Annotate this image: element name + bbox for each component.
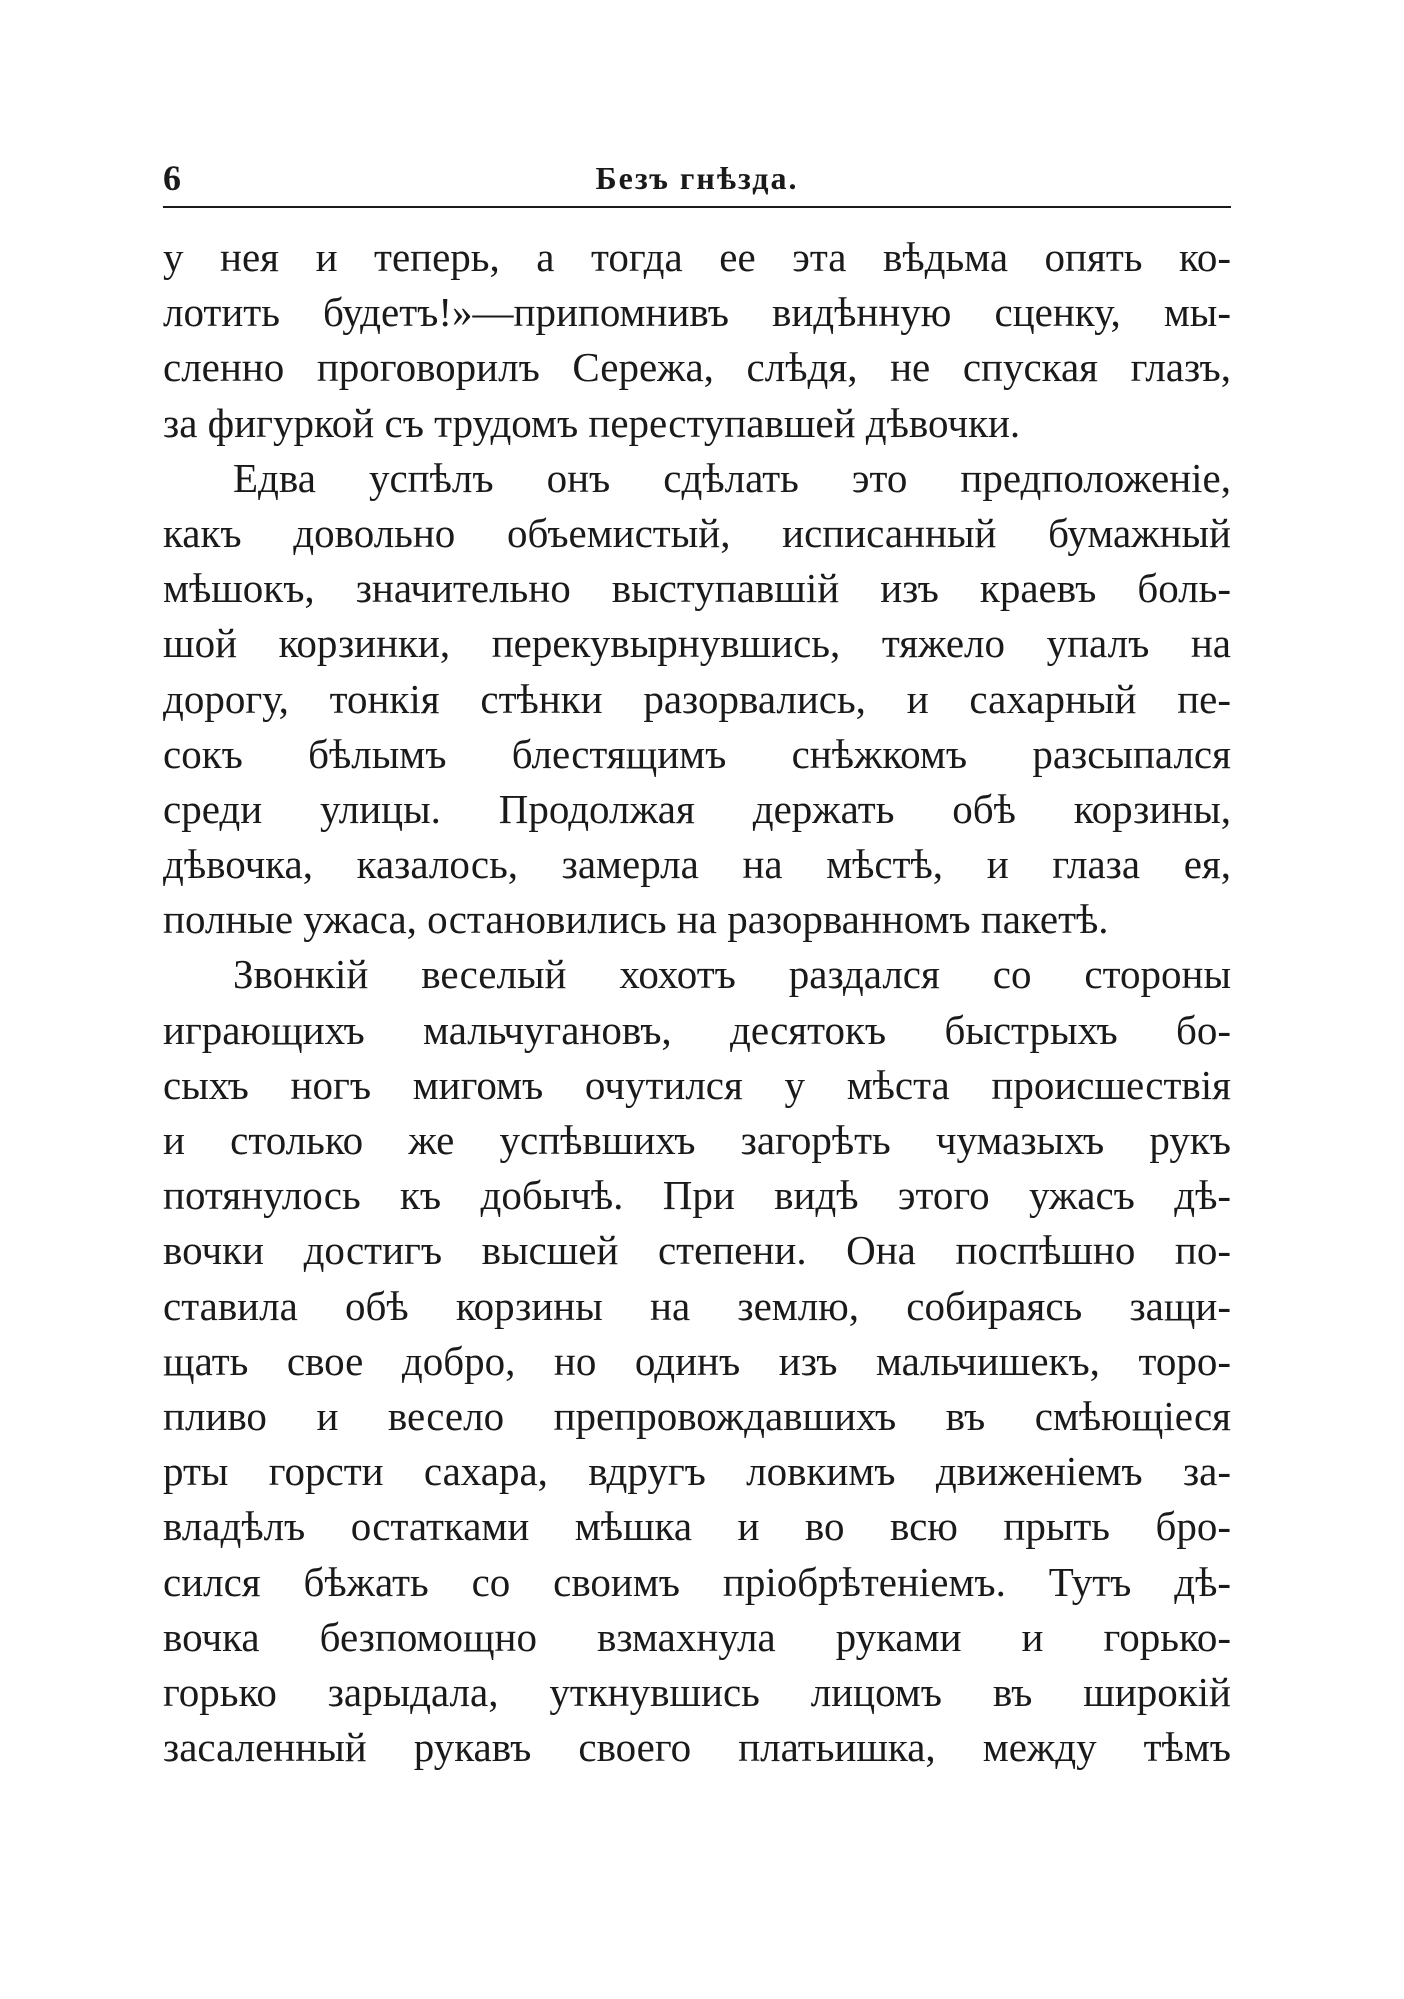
text-line: горько зарыдала, уткнувшись лицомъ въ широкій: [163, 1668, 1231, 1715]
text-line: сленно проговорилъ Сережа, слѣдя, не спуская глазъ,: [163, 344, 1231, 391]
text-line: щать свое добро, но одинъ изъ мальчишекъ, торо-: [163, 1337, 1231, 1384]
text-line: лотить будетъ!»—припомнивъ видѣнную сценку, мы-: [163, 289, 1231, 336]
text-line: владѣлъ остатками мѣшка и во всю прыть бро-: [163, 1503, 1231, 1550]
text-line: у нея и теперь, а тогда ее эта вѣдьма опять ко-: [163, 234, 1231, 280]
paragraph-first-line: Едва успѣлъ онъ сдѣлать это предположеніе,: [233, 454, 1231, 501]
text-line: играющихъ мальчугановъ, десятокъ быстрыхъ бо-: [163, 1006, 1231, 1053]
body-text: [163, 230, 1231, 1775]
text-line: шой корзинки, перекувырнувшись, тяжело упалъ на: [163, 620, 1231, 667]
text-line: сился бѣжать со своимъ пріобрѣтеніемъ. Тутъ дѣ-: [163, 1558, 1231, 1605]
text-line: потянулось къ добычѣ. При видѣ этого ужасъ дѣ-: [163, 1172, 1231, 1219]
text-line: мѣшокъ, значительно выступавшій изъ краевъ боль-: [163, 565, 1231, 612]
text-line: дорогу, тонкія стѣнки разорвались, и сахарный пе-: [163, 675, 1231, 722]
text-line: среди улицы. Продолжая держать обѣ корзины,: [163, 785, 1231, 832]
text-line: засаленный рукавъ своего платьишка, между тѣмъ: [163, 1724, 1231, 1771]
running-head: [163, 152, 1231, 204]
text-line: ставила обѣ корзины на землю, собираясь защи-: [163, 1282, 1231, 1329]
text-line: за фигуркой съ трудомъ переступавшей дѣвочки.: [163, 399, 1021, 446]
header-rule: [163, 206, 1231, 208]
text-line: сыхъ ногъ мигомъ очутился у мѣста происшествія: [163, 1061, 1231, 1108]
text-line: рты горсти сахара, вдругъ ловкимъ движеніемъ за-: [163, 1448, 1231, 1495]
page-number: 6: [163, 158, 181, 198]
text-line: пливо и весело препровождавшихъ въ смѣющіеся: [163, 1392, 1231, 1439]
text-line: вочка безпомощно взмахнула руками и горько-: [163, 1613, 1231, 1660]
text-line: вочки достигъ высшей степени. Она поспѣшно по-: [163, 1227, 1231, 1274]
running-title: Безъ гнѣзда.: [595, 160, 799, 196]
text-line: сокъ бѣлымъ блестящимъ снѣжкомъ разсыпался: [163, 730, 1231, 777]
text-line: какъ довольно объемистый, исписанный бумажный: [163, 509, 1231, 556]
text-line: дѣвочка, казалось, замерла на мѣстѣ, и глаза ея,: [163, 841, 1231, 888]
text-line: полные ужаса, остановились на разорванномъ пакетѣ.: [163, 896, 1109, 943]
paragraph-first-line: Звонкій веселый хохотъ раздался со стороны: [233, 951, 1231, 998]
text-line: и столько же успѣвшихъ загорѣть чумазыхъ рукъ: [163, 1117, 1231, 1163]
